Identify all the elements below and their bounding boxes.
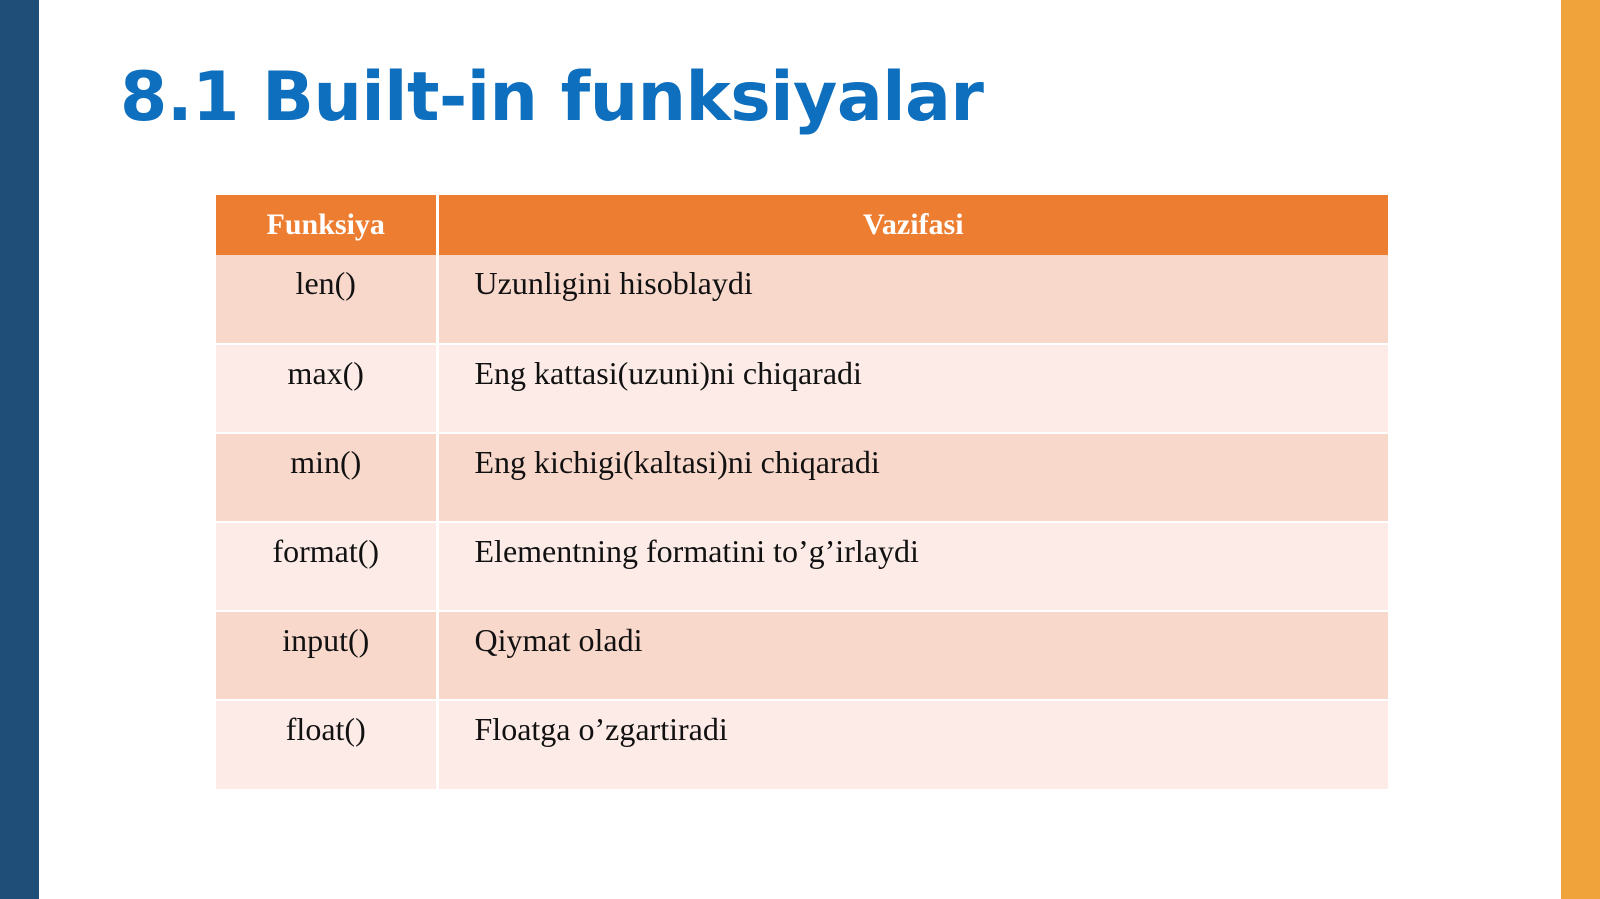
table-row (216, 433, 1388, 522)
purpose-cell: Qiymat oladi (437, 611, 1388, 700)
functions-table (216, 195, 1388, 789)
table-header-row (216, 195, 1388, 255)
left-accent-bar (0, 0, 39, 899)
purpose-cell: Elementning formatini to’g’irlaydi (437, 522, 1388, 611)
slide-title: 8.1 Built-in funksiyalar (120, 58, 984, 137)
table-row (216, 344, 1388, 433)
purpose-cell: Eng kichigi(kaltasi)ni chiqaradi (437, 433, 1388, 522)
header-purpose: Vazifasi (437, 195, 1388, 255)
function-cell: max() (216, 344, 437, 433)
purpose-cell: Uzunligini hisoblaydi (437, 255, 1388, 344)
table-row (216, 255, 1388, 344)
function-cell: min() (216, 433, 437, 522)
function-cell: len() (216, 255, 437, 344)
table-row (216, 522, 1388, 611)
table-row (216, 700, 1388, 789)
function-cell: float() (216, 700, 437, 789)
table-row (216, 611, 1388, 700)
header-function: Funksiya (216, 195, 437, 255)
purpose-cell: Eng kattasi(uzuni)ni chiqaradi (437, 344, 1388, 433)
function-cell: format() (216, 522, 437, 611)
function-cell: input() (216, 611, 437, 700)
purpose-cell: Floatga o’zgartiradi (437, 700, 1388, 789)
right-accent-bar (1561, 0, 1600, 899)
